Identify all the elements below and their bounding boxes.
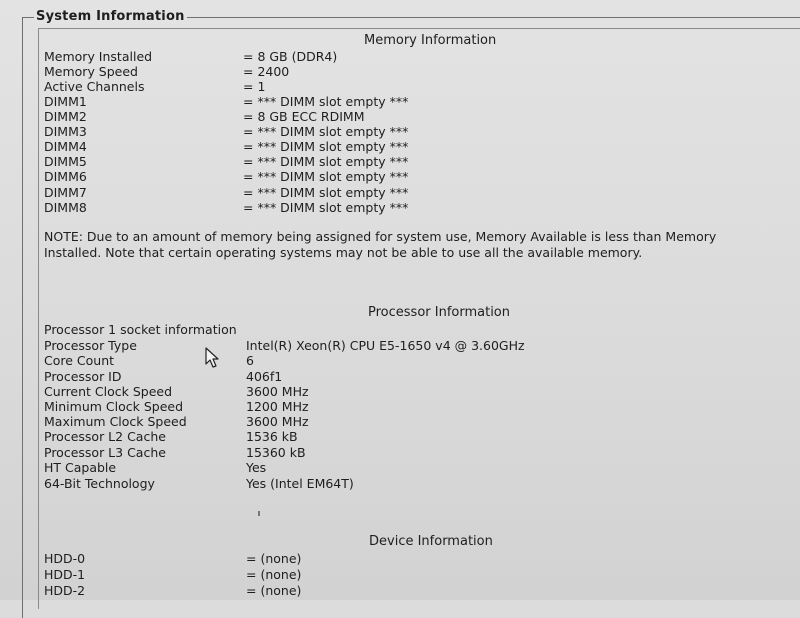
processor-value: Yes xyxy=(246,460,267,475)
processor-value: 3600 MHz xyxy=(246,384,309,399)
device-value: = (none) xyxy=(246,583,302,598)
mouse-pointer-icon xyxy=(205,347,223,369)
memory-label: DIMM8 xyxy=(44,200,87,215)
memory-label: DIMM1 xyxy=(44,94,87,109)
processor-value: 1536 kB xyxy=(246,429,298,444)
memory-information-title: Memory Information xyxy=(364,33,497,48)
memory-label: DIMM5 xyxy=(44,154,87,169)
group-title: System Information xyxy=(36,9,185,24)
memory-label: DIMM3 xyxy=(44,124,87,139)
device-value: = (none) xyxy=(246,567,302,582)
memory-label: Memory Installed xyxy=(44,49,153,64)
processor-information-title: Processor Information xyxy=(368,305,510,320)
device-label: HDD-1 xyxy=(44,567,86,582)
memory-label: DIMM6 xyxy=(44,169,87,184)
processor-value: 15360 kB xyxy=(246,445,306,460)
processor-value: Intel(R) Xeon(R) CPU E5-1650 v4 @ 3.60GHz xyxy=(246,338,525,353)
memory-value: = *** DIMM slot empty *** xyxy=(243,200,409,215)
memory-label: DIMM4 xyxy=(44,139,87,154)
memory-value: = *** DIMM slot empty *** xyxy=(243,169,409,184)
memory-value: = *** DIMM slot empty *** xyxy=(243,154,409,169)
memory-label: Memory Speed xyxy=(44,64,138,79)
memory-label: DIMM7 xyxy=(44,185,87,200)
screen-speck xyxy=(258,511,260,516)
device-information-title: Device Information xyxy=(369,534,493,549)
socket-heading-label: Processor 1 socket information xyxy=(44,322,237,337)
memory-value: = *** DIMM slot empty *** xyxy=(243,139,409,154)
processor-label: Processor ID xyxy=(44,369,122,384)
memory-value: = *** DIMM slot empty *** xyxy=(243,94,409,109)
processor-value: 1200 MHz xyxy=(246,399,309,414)
processor-value: 3600 MHz xyxy=(246,414,309,429)
processor-value: 406f1 xyxy=(246,369,283,384)
processor-label: HT Capable xyxy=(44,460,117,475)
device-label: HDD-2 xyxy=(44,583,86,598)
memory-value: = *** DIMM slot empty *** xyxy=(243,185,409,200)
processor-label: Processor L3 Cache xyxy=(44,445,166,460)
processor-value: 6 xyxy=(246,353,254,368)
memory-value: = *** DIMM slot empty *** xyxy=(243,124,409,139)
memory-value: = 8 GB ECC RDIMM xyxy=(243,109,365,124)
processor-label: Maximum Clock Speed xyxy=(44,414,187,429)
memory-value: = 8 GB (DDR4) xyxy=(243,49,338,64)
processor-label: Minimum Clock Speed xyxy=(44,399,184,414)
device-value: = (none) xyxy=(246,551,302,566)
processor-label: Core Count xyxy=(44,353,115,368)
memory-note: NOTE: Due to an amount of memory being assigned for system use, Memory Available is less than Memory Installed. Note that certain operating systems may not be able to use all the available memory. xyxy=(44,229,717,260)
memory-value: = 1 xyxy=(243,79,266,94)
processor-value: Yes (Intel EM64T) xyxy=(246,476,354,491)
processor-label: Processor L2 Cache xyxy=(44,429,166,444)
processor-label: Processor Type xyxy=(44,338,137,353)
device-label: HDD-0 xyxy=(44,551,86,566)
memory-value: = 2400 xyxy=(243,64,290,79)
memory-label: Active Channels xyxy=(44,79,145,94)
processor-label: 64-Bit Technology xyxy=(44,476,155,491)
memory-label: DIMM2 xyxy=(44,109,87,124)
processor-label: Current Clock Speed xyxy=(44,384,173,399)
